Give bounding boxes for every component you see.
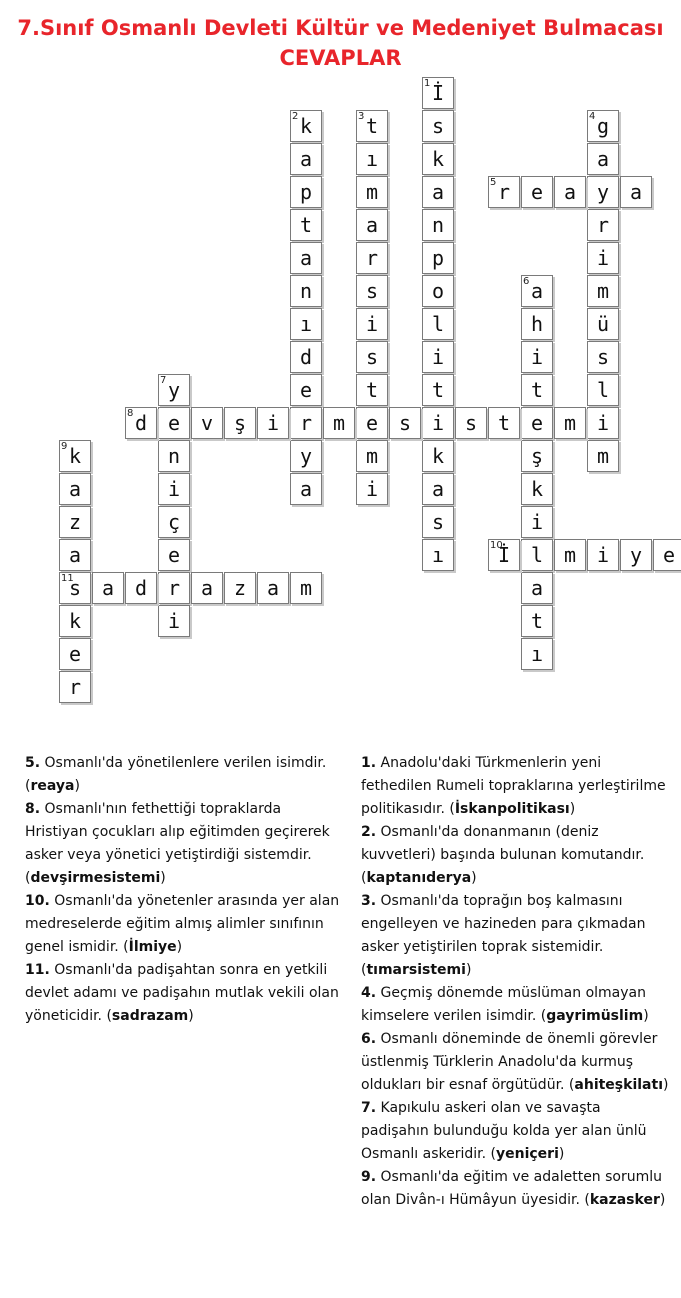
grid-cell <box>521 539 553 571</box>
clue-close: ) <box>160 870 166 886</box>
cell-letter: t <box>365 378 379 402</box>
cell-letter: k <box>530 477 544 501</box>
grid-cell <box>521 473 553 505</box>
cell-letter: ç <box>167 510 181 534</box>
grid-cell <box>290 341 322 373</box>
grid-cell <box>455 407 487 439</box>
clue-answer: ahiteşkilatı <box>574 1077 663 1093</box>
cell-letter: ı <box>299 312 313 336</box>
grid-cell <box>158 572 190 604</box>
clue-answer: yeniçeri <box>495 1146 559 1162</box>
grid-cell <box>587 242 619 274</box>
grid-cell <box>422 110 454 142</box>
grid-cell <box>290 308 322 340</box>
grid-cell <box>125 572 157 604</box>
cell-letter: t <box>365 114 379 138</box>
clue-text: Osmanlı'da yönetenler arasında yer alan medreselerde eğitim almış alimler sınıfının genel ismidir. ( <box>25 893 340 955</box>
clue-number: 2. <box>361 824 377 840</box>
grid-cell <box>422 242 454 274</box>
grid-cell <box>422 275 454 307</box>
clue-answer: İskanpolitikası <box>454 801 570 817</box>
clue-item <box>361 890 671 982</box>
grid-cell <box>356 242 388 274</box>
cell-letter: i <box>365 312 379 336</box>
clue-close: ) <box>188 1008 194 1024</box>
grid-cell <box>158 539 190 571</box>
grid-cell <box>587 341 619 373</box>
grid-cell <box>422 143 454 175</box>
grid-cell <box>158 605 190 637</box>
cell-letter: r <box>365 246 379 270</box>
grid-cell <box>587 440 619 472</box>
cell-letter: v <box>200 411 214 435</box>
cell-letter: i <box>167 609 181 633</box>
cell-letter: t <box>497 411 511 435</box>
cell-number: 2 <box>292 111 299 122</box>
cell-letter: i <box>530 345 544 369</box>
cell-letter: ı <box>365 147 379 171</box>
cell-letter: a <box>266 576 280 600</box>
grid-cell <box>158 506 190 538</box>
grid-cell <box>323 407 355 439</box>
cell-letter: a <box>365 213 379 237</box>
cell-letter: İ <box>497 543 511 567</box>
cell-letter: l <box>431 312 445 336</box>
cell-letter: e <box>299 378 313 402</box>
grid-cell <box>290 242 322 274</box>
grid-cell <box>290 110 322 142</box>
cell-letter: r <box>299 411 313 435</box>
cell-letter: a <box>530 576 544 600</box>
clue-answer: gayrimüslim <box>546 1008 644 1024</box>
grid-cell <box>356 110 388 142</box>
cell-letter: n <box>431 213 445 237</box>
cell-letter: i <box>431 345 445 369</box>
cell-letter: m <box>332 411 346 435</box>
clue-item <box>361 1028 671 1097</box>
grid-cell <box>620 176 652 208</box>
cell-letter: ş <box>233 411 247 435</box>
cell-letter: m <box>365 180 379 204</box>
grid-cell <box>125 407 157 439</box>
clue-text: Osmanlı'da toprağın boş kalmasını engelleyen ve hazineden para çıkmadan asker yetiştirilen toprak sistemidir. ( <box>361 893 646 978</box>
cell-letter: e <box>530 180 544 204</box>
cell-letter: ı <box>431 543 445 567</box>
cell-letter: e <box>365 411 379 435</box>
grid-cell <box>521 506 553 538</box>
clue-answer: kaptanıderya <box>366 870 472 886</box>
cell-letter: s <box>68 576 82 600</box>
grid-cell <box>554 539 586 571</box>
grid-cell <box>422 77 454 109</box>
grid-cell <box>290 143 322 175</box>
cell-letter: d <box>134 411 148 435</box>
cell-number: 1 <box>424 78 431 89</box>
cell-letter: i <box>530 510 544 534</box>
grid-cell <box>59 605 91 637</box>
grid-cell <box>488 539 520 571</box>
clue-item <box>25 752 345 798</box>
cell-letter: o <box>431 279 445 303</box>
page-title: 7.Sınıf Osmanlı Devleti Kültür ve Medeniyet Bulmacası <box>17 16 664 40</box>
clue-item <box>361 1166 671 1212</box>
cell-letter: i <box>167 477 181 501</box>
clue-item <box>361 752 671 821</box>
clue-number: 3. <box>361 893 377 909</box>
clue-text: Osmanlı döneminde de önemli görevler üstlenmiş Türklerin Anadolu'da kurmuş oldukları bir esnaf örgütüdür. ( <box>361 1031 658 1093</box>
grid-cell <box>587 176 619 208</box>
clue-answer: devşirmesistemi <box>30 870 161 886</box>
grid-cell <box>587 209 619 241</box>
grid-cell <box>59 440 91 472</box>
grid-cell <box>587 143 619 175</box>
cell-letter: k <box>431 147 445 171</box>
cell-number: 9 <box>61 441 68 452</box>
cell-letter: i <box>596 411 610 435</box>
grid-cell <box>290 176 322 208</box>
cell-letter: m <box>596 279 610 303</box>
grid-cell <box>521 374 553 406</box>
cell-number: 5 <box>490 177 497 188</box>
cell-number: 7 <box>160 375 167 386</box>
cell-letter: t <box>431 378 445 402</box>
cell-letter: m <box>563 411 577 435</box>
cell-letter: s <box>365 279 379 303</box>
cell-letter: s <box>365 345 379 369</box>
grid-cell <box>554 407 586 439</box>
grid-cell <box>521 572 553 604</box>
cell-letter: r <box>167 576 181 600</box>
grid-cell <box>587 374 619 406</box>
cell-letter: s <box>596 345 610 369</box>
clue-close: ) <box>643 1008 649 1024</box>
grid-cell <box>521 308 553 340</box>
cell-letter: a <box>563 180 577 204</box>
cell-letter: i <box>596 543 610 567</box>
cell-letter: p <box>299 180 313 204</box>
clue-text: Osmanlı'da eğitim ve adaletten sorumlu olan Divân-ı Hümâyun üyesidir. ( <box>361 1169 663 1208</box>
cell-letter: p <box>431 246 445 270</box>
cell-letter: ş <box>530 444 544 468</box>
cell-letter: ı <box>530 642 544 666</box>
cell-letter: s <box>431 510 445 534</box>
clue-text: Geçmiş dönemde müslüman olmayan kimselere verilen isimdir. ( <box>361 985 646 1024</box>
grid-cell <box>257 572 289 604</box>
cell-number: 8 <box>127 408 134 419</box>
grid-cell <box>257 407 289 439</box>
grid-cell <box>653 539 681 571</box>
cell-letter: e <box>662 543 676 567</box>
cell-letter: y <box>299 444 313 468</box>
grid-cell <box>422 539 454 571</box>
cell-letter: s <box>398 411 412 435</box>
clue-close: ) <box>569 801 576 817</box>
clue-item <box>25 959 345 1028</box>
grid-cell <box>290 440 322 472</box>
grid-cell <box>356 176 388 208</box>
grid-cell <box>521 176 553 208</box>
cell-letter: y <box>596 180 610 204</box>
cell-letter: d <box>134 576 148 600</box>
clue-item <box>25 890 345 959</box>
clue-number: 1. <box>361 755 377 771</box>
clue-item <box>361 982 671 1028</box>
grid-cell <box>587 275 619 307</box>
cell-letter: s <box>464 411 478 435</box>
grid-cell <box>224 407 256 439</box>
cell-letter: n <box>167 444 181 468</box>
cell-letter: t <box>299 213 313 237</box>
clue-text: Anadolu'daki Türkmenlerin yeni fethedilen Rumeli topraklarına yerleştirilme politikasıdır. ( <box>361 755 666 817</box>
clue-number: 7. <box>361 1100 377 1116</box>
cell-letter: e <box>167 411 181 435</box>
cell-letter: g <box>596 114 610 138</box>
grid-cell <box>587 110 619 142</box>
grid-cell <box>290 572 322 604</box>
grid-cell <box>356 440 388 472</box>
grid-cell <box>290 374 322 406</box>
grid-cell <box>59 638 91 670</box>
cell-letter: a <box>629 180 643 204</box>
clue-text: Osmanlı'da donanmanın (deniz kuvvetleri) başında bulunan komutandır. ( <box>361 824 645 886</box>
grid-cell <box>620 539 652 571</box>
grid-cell <box>587 539 619 571</box>
grid-cell <box>356 473 388 505</box>
cell-letter: d <box>299 345 313 369</box>
cell-letter: a <box>101 576 115 600</box>
grid-cell <box>356 407 388 439</box>
clue-answer: sadrazam <box>111 1008 189 1024</box>
grid-cell <box>587 407 619 439</box>
cell-letter: a <box>200 576 214 600</box>
cell-letter: n <box>299 279 313 303</box>
clue-number: 5. <box>25 755 41 771</box>
grid-cell <box>422 473 454 505</box>
clue-text: Osmanlı'nın fethettiği topraklarda Hristiyan çocukları alıp eğitimden geçirerek asker veya yönetici yetiştirdiği sistemdir. ( <box>25 801 330 886</box>
grid-cell <box>59 572 91 604</box>
cell-letter: t <box>530 609 544 633</box>
clue-number: 8. <box>25 801 41 817</box>
grid-cell <box>521 638 553 670</box>
grid-cell <box>290 209 322 241</box>
clue-item <box>361 821 671 890</box>
grid-cell <box>59 671 91 703</box>
cell-letter: i <box>431 411 445 435</box>
grid-cell <box>158 374 190 406</box>
cell-letter: l <box>530 543 544 567</box>
grid-cell <box>191 407 223 439</box>
clue-answer: reaya <box>30 778 75 794</box>
grid-cell <box>422 308 454 340</box>
cell-letter: a <box>299 477 313 501</box>
cell-letter: m <box>596 444 610 468</box>
clue-close: ) <box>465 962 472 978</box>
grid-cell <box>488 407 520 439</box>
grid-cell <box>59 506 91 538</box>
grid-cell <box>59 473 91 505</box>
cell-letter: h <box>530 312 544 336</box>
clue-number: 9. <box>361 1169 377 1185</box>
cell-letter: a <box>431 477 445 501</box>
clue-answer: İlmiye <box>128 939 177 955</box>
grid-cell <box>356 209 388 241</box>
clue-number: 4. <box>361 985 377 1001</box>
grid-cell <box>224 572 256 604</box>
cell-letter: İ <box>431 81 445 105</box>
grid-cell <box>422 374 454 406</box>
cell-letter: a <box>299 246 313 270</box>
grid-cell <box>422 440 454 472</box>
grid-cell <box>158 473 190 505</box>
cell-letter: z <box>233 576 247 600</box>
grid-cell <box>422 209 454 241</box>
clue-close: ) <box>659 1192 666 1208</box>
grid-cell <box>356 275 388 307</box>
cell-letter: m <box>365 444 379 468</box>
clue-close: ) <box>176 939 183 955</box>
grid-cell <box>92 572 124 604</box>
grid-cell <box>521 341 553 373</box>
cell-letter: i <box>596 246 610 270</box>
grid-cell <box>356 374 388 406</box>
clue-answer: kazasker <box>589 1192 660 1208</box>
cell-letter: a <box>68 543 82 567</box>
cell-number: 6 <box>523 276 530 287</box>
grid-cell <box>290 473 322 505</box>
clue-number: 11. <box>25 962 50 978</box>
page-subtitle: CEVAPLAR <box>279 46 402 70</box>
clue-item <box>25 798 345 890</box>
cell-letter: a <box>530 279 544 303</box>
cell-number: 10 <box>490 540 503 551</box>
cell-letter: m <box>563 543 577 567</box>
cell-letter: a <box>431 180 445 204</box>
cell-letter: k <box>299 114 313 138</box>
cell-letter: r <box>596 213 610 237</box>
clue-number: 6. <box>361 1031 377 1047</box>
grid-cell <box>422 407 454 439</box>
cell-letter: i <box>266 411 280 435</box>
clue-close: ) <box>74 778 80 794</box>
cell-letter: l <box>596 378 610 402</box>
grid-cell <box>389 407 421 439</box>
cell-number: 4 <box>589 111 596 122</box>
grid-cell <box>356 308 388 340</box>
grid-cell <box>158 440 190 472</box>
clue-close: ) <box>558 1146 565 1162</box>
cell-letter: y <box>167 378 181 402</box>
cell-letter: r <box>497 180 511 204</box>
cell-letter: i <box>365 477 379 501</box>
grid-cell <box>356 341 388 373</box>
grid-cell <box>356 143 388 175</box>
clue-number: 10. <box>25 893 50 909</box>
grid-cell <box>290 275 322 307</box>
grid-cell <box>422 506 454 538</box>
clue-answer: tımarsistemi <box>366 962 466 978</box>
cell-letter: e <box>68 642 82 666</box>
grid-cell <box>521 605 553 637</box>
grid-cell <box>158 407 190 439</box>
clue-close: ) <box>663 1077 669 1093</box>
cell-letter: t <box>530 378 544 402</box>
cell-number: 3 <box>358 111 365 122</box>
cell-letter: k <box>68 609 82 633</box>
clue-text: Osmanlı'da yönetilenlere verilen isimdir. ( <box>25 755 327 794</box>
grid-cell <box>521 407 553 439</box>
cell-letter: s <box>431 114 445 138</box>
grid-cell <box>521 275 553 307</box>
grid-cell <box>587 308 619 340</box>
cell-letter: r <box>68 675 82 699</box>
cell-letter: ü <box>596 312 610 336</box>
grid-cell <box>191 572 223 604</box>
grid-cell <box>554 176 586 208</box>
grid-cell <box>59 539 91 571</box>
cell-letter: z <box>68 510 82 534</box>
clue-text: Kapıkulu askeri olan ve savaşta padişahın bulunduğu kolda yer alan ünlü Osmanlı askeridir. ( <box>361 1100 647 1162</box>
cell-letter: k <box>431 444 445 468</box>
cell-letter: a <box>68 477 82 501</box>
cell-letter: a <box>299 147 313 171</box>
cell-letter: k <box>68 444 82 468</box>
grid-cell <box>422 176 454 208</box>
cell-number: 11 <box>61 573 74 584</box>
clue-item <box>361 1097 671 1166</box>
grid-cell <box>290 407 322 439</box>
cell-letter: e <box>167 543 181 567</box>
clue-text: Osmanlı'da padişahtan sonra en yetkili devlet adamı ve padişahın mutlak vekili olan yöneticidir. ( <box>25 962 339 1024</box>
grid-cell <box>488 176 520 208</box>
clues-across <box>25 752 345 1028</box>
clues-down <box>361 752 671 1212</box>
cell-letter: y <box>629 543 643 567</box>
cell-letter: m <box>299 576 313 600</box>
cell-letter: e <box>530 411 544 435</box>
clue-close: ) <box>471 870 477 886</box>
grid-cell <box>422 341 454 373</box>
grid-cell <box>521 440 553 472</box>
cell-letter: a <box>596 147 610 171</box>
